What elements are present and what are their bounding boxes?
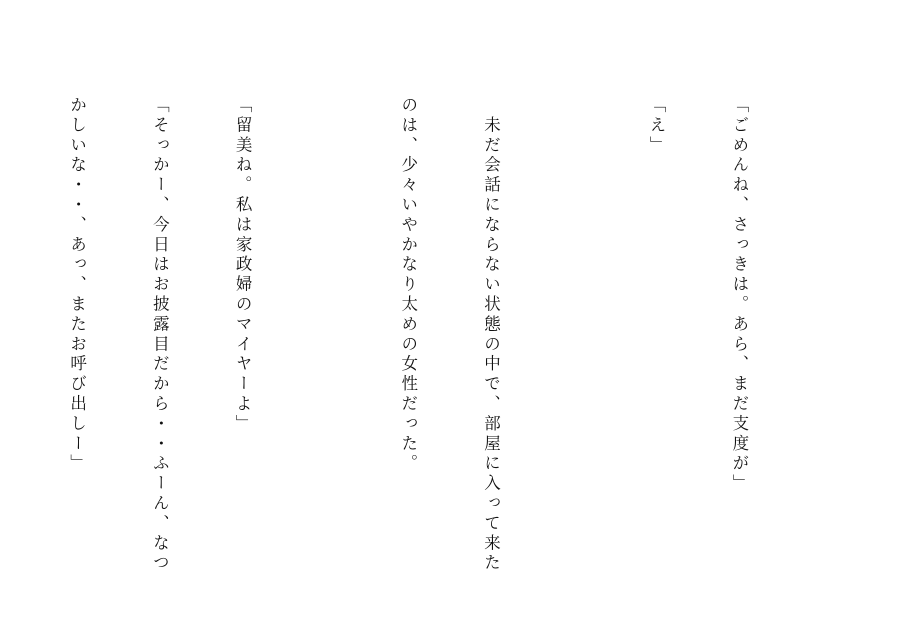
text-line: 「留美ね。私は家政婦のマイヤーよ」 [233,96,253,435]
blank-line [0,96,8,566]
text-line: 未だ会話にならない状態の中で、部屋に入って来た [481,96,501,574]
text-line: かしいな・・、あっ、またお呼び出しー」 [67,96,87,475]
text-line: のは、少々いやかなり太めの女性だった。 [398,96,418,475]
blank-line [560,96,588,566]
text-line: 「え」 [647,96,667,156]
blank-line [311,96,339,566]
text-line: 「そっかー、今日はお披露目だから・・ふーん、なつ [150,96,170,574]
text-line: 「ごめんね、さっきは。あら、まだ支度が」 [729,96,749,494]
vertical-text-body [0,96,808,574]
